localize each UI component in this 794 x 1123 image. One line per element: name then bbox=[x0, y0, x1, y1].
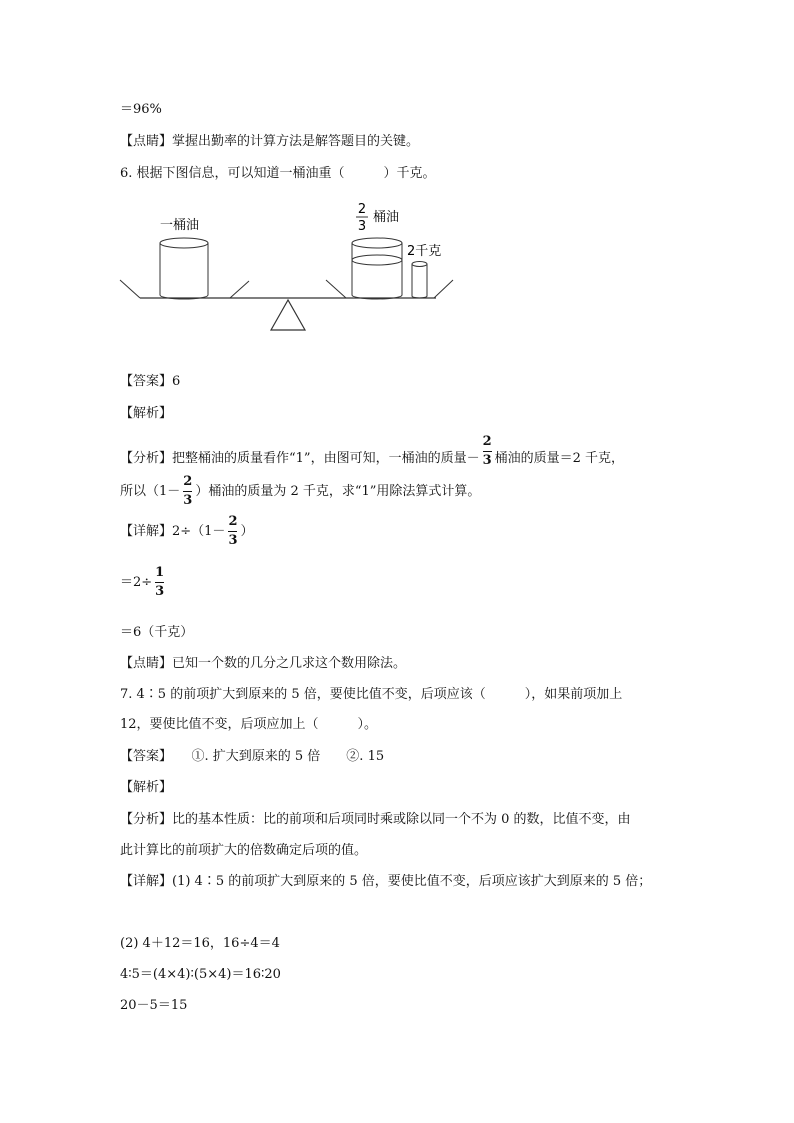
analysis-6-line2 bbox=[120, 474, 480, 509]
weight-label: 2千克 bbox=[407, 244, 442, 259]
fraction-two-thirds: $\frac{2}{3}$ bbox=[183, 474, 193, 508]
analysis-heading-7: 【解析】 bbox=[120, 780, 173, 795]
analysis-heading-6: 【解析】 bbox=[120, 406, 173, 421]
fulcrum-triangle bbox=[271, 300, 305, 330]
detail-6-step2: ＝6（千克） bbox=[120, 625, 194, 640]
analysis-6-text-d: ）桶油的质量为 2 千克，求“1”用除法算式计算。 bbox=[195, 484, 481, 499]
key-point-6: 【点睛】已知一个数的几分之几求这个数用除法。 bbox=[120, 656, 407, 671]
weight-block bbox=[412, 262, 427, 299]
fraction-two-thirds: $\frac{2}{3}$ bbox=[482, 434, 492, 468]
left-pan-edge-left bbox=[120, 280, 140, 298]
detail-7-line1: 【详解】(1) 4∶5 的前项扩大到原来的 5 倍，要使比值不变，后项应该扩大到原来的 5 倍； bbox=[120, 874, 652, 889]
calc-line-2: 4∶5＝(4×4)∶(5×4)＝16∶20 bbox=[120, 967, 281, 982]
question-6: 6. 根据下图信息，可以知道一桶油重（ ）千克。 bbox=[120, 166, 436, 181]
balance-scale-figure bbox=[118, 198, 463, 334]
fraction-one-third: $\frac{1}{3}$ bbox=[155, 565, 165, 599]
two-thirds-oil-barrel bbox=[352, 238, 402, 299]
question-7-line1: 7. 4∶5 的前项扩大到原来的 5 倍，要使比值不变，后项应该（ ），如果前项加上 bbox=[120, 687, 623, 702]
calc-line-1: (2) 4＋12＝16，16÷4＝4 bbox=[120, 936, 280, 951]
detail-6-line1 bbox=[120, 514, 254, 549]
right-pan-edge-left bbox=[326, 280, 346, 298]
detail-6-text-a: 【详解】2÷（1－ bbox=[120, 524, 226, 539]
result-line: ＝96% bbox=[120, 102, 162, 117]
key-point-5: 【点睛】掌握出勤率的计算方法是解答题目的关键。 bbox=[120, 134, 420, 149]
analysis-6-text-a: 【分析】把整桶油的质量看作“1”，由图可知，一桶油的质量－ bbox=[120, 451, 480, 466]
detail-6-step1 bbox=[120, 565, 167, 600]
full-oil-barrel bbox=[160, 238, 208, 299]
analysis-6-text-b: 桶油的质量＝2 千克， bbox=[494, 451, 625, 466]
right-pan-edge-right bbox=[434, 280, 453, 298]
analysis-7-line2: 此计算比的前项扩大的倍数确定后项的值。 bbox=[120, 843, 368, 858]
answer-6: 【答案】6 bbox=[120, 374, 181, 389]
step1-text: ＝2÷ bbox=[120, 575, 153, 590]
analysis-6-line1 bbox=[120, 434, 624, 473]
fraction-denominator: 3 bbox=[357, 219, 367, 234]
partial-barrel-label: 桶油 bbox=[373, 210, 400, 225]
detail-6-text-b: ） bbox=[240, 524, 254, 539]
fraction-numerator: 2 bbox=[357, 202, 367, 217]
answer-7: 【答案】 ①. 扩大到原来的 5 倍 ②. 15 bbox=[120, 749, 385, 764]
left-pan-edge-right bbox=[230, 281, 249, 298]
full-barrel-label: 一桶油 bbox=[160, 218, 200, 233]
balance-scale-svg bbox=[118, 198, 463, 334]
fraction-two-thirds: $\frac{2}{3}$ bbox=[228, 514, 238, 548]
question-7-line2: 12，要使比值不变，后项应加上（ ）。 bbox=[120, 717, 378, 732]
calc-line-3: 20－5＝15 bbox=[120, 998, 188, 1013]
analysis-7-line1: 【分析】比的基本性质：比的前项和后项同时乘或除以同一个不为 0 的数，比值不变，由 bbox=[120, 812, 631, 827]
analysis-6-text-c: 所以（1－ bbox=[120, 484, 181, 499]
